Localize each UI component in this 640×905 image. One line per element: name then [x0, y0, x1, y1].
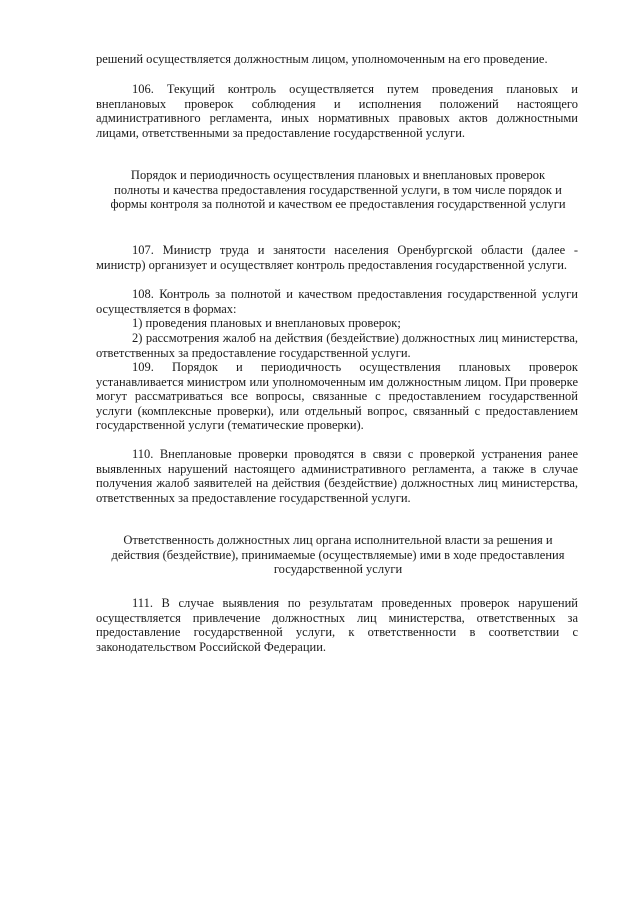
paragraph-108: 108. Контроль за полнотой и качеством предоставления государственной услуги осуществляется в формах: [96, 287, 578, 316]
paragraph-111: 111. В случае выявления по результатам проведенных проверок нарушений осуществляется привлечение должностных лиц министерства, ответственных за предоставление государственной услуги, к ответственности в соответствии с законодательством Российской Федерации. [96, 596, 578, 654]
list-item-1: 1) проведения плановых и внеплановых проверок; [132, 316, 401, 330]
paragraph-107: 107. Министр труда и занятости населения Оренбургской области (далее - министр) организует и осуществляет контроль предоставления государственной услуги. [96, 243, 578, 272]
paragraph-continuation: решений осуществляется должностным лицом, уполномоченным на его проведение. [96, 52, 548, 66]
paragraph-110: 110. Внеплановые проверки проводятся в связи с проверкой устранения ранее выявленных нарушений настоящего административного регламента, а также в случае получения жалоб заявителей на действия (бездействие) должностных лиц министерства, ответственных за предоставление государственной услуги. [96, 447, 578, 505]
section-heading-responsibility: Ответственность должностных лиц органа исполнительной власти за решения и действия (бездействие), принимаемые (осуществляемые) ими в ходе предоставления государственной услуги [111, 533, 565, 577]
list-item-2: 2) рассмотрения жалоб на действия (бездействие) должностных лиц министерства, ответственных за предоставление государственной услуги. [96, 331, 578, 360]
paragraph-106: 106. Текущий контроль осуществляется путем проведения плановых и внеплановых проверок соблюдения и исполнения положений настоящего административного регламента, иных нормативных правовых актов должностными лицами, ответственными за предоставление государственной услуги. [96, 82, 578, 140]
section-heading-control-checks: Порядок и периодичность осуществления плановых и внеплановых проверок полноты и качества предоставления государственной услуги, в том числе порядок и формы контроля за полнотой и качеством ее предоставления государственной услуги [110, 168, 566, 212]
paragraph-109: 109. Порядок и периодичность осуществления плановых проверок устанавливается министром или уполномоченным им должностным лицом. При проверке могут рассматриваться все вопросы, связанные с предоставлением государственной услуги (комплексные проверки), или отдельный вопрос, связанный с предоставлением государственной услуги (тематические проверки). [96, 360, 578, 433]
